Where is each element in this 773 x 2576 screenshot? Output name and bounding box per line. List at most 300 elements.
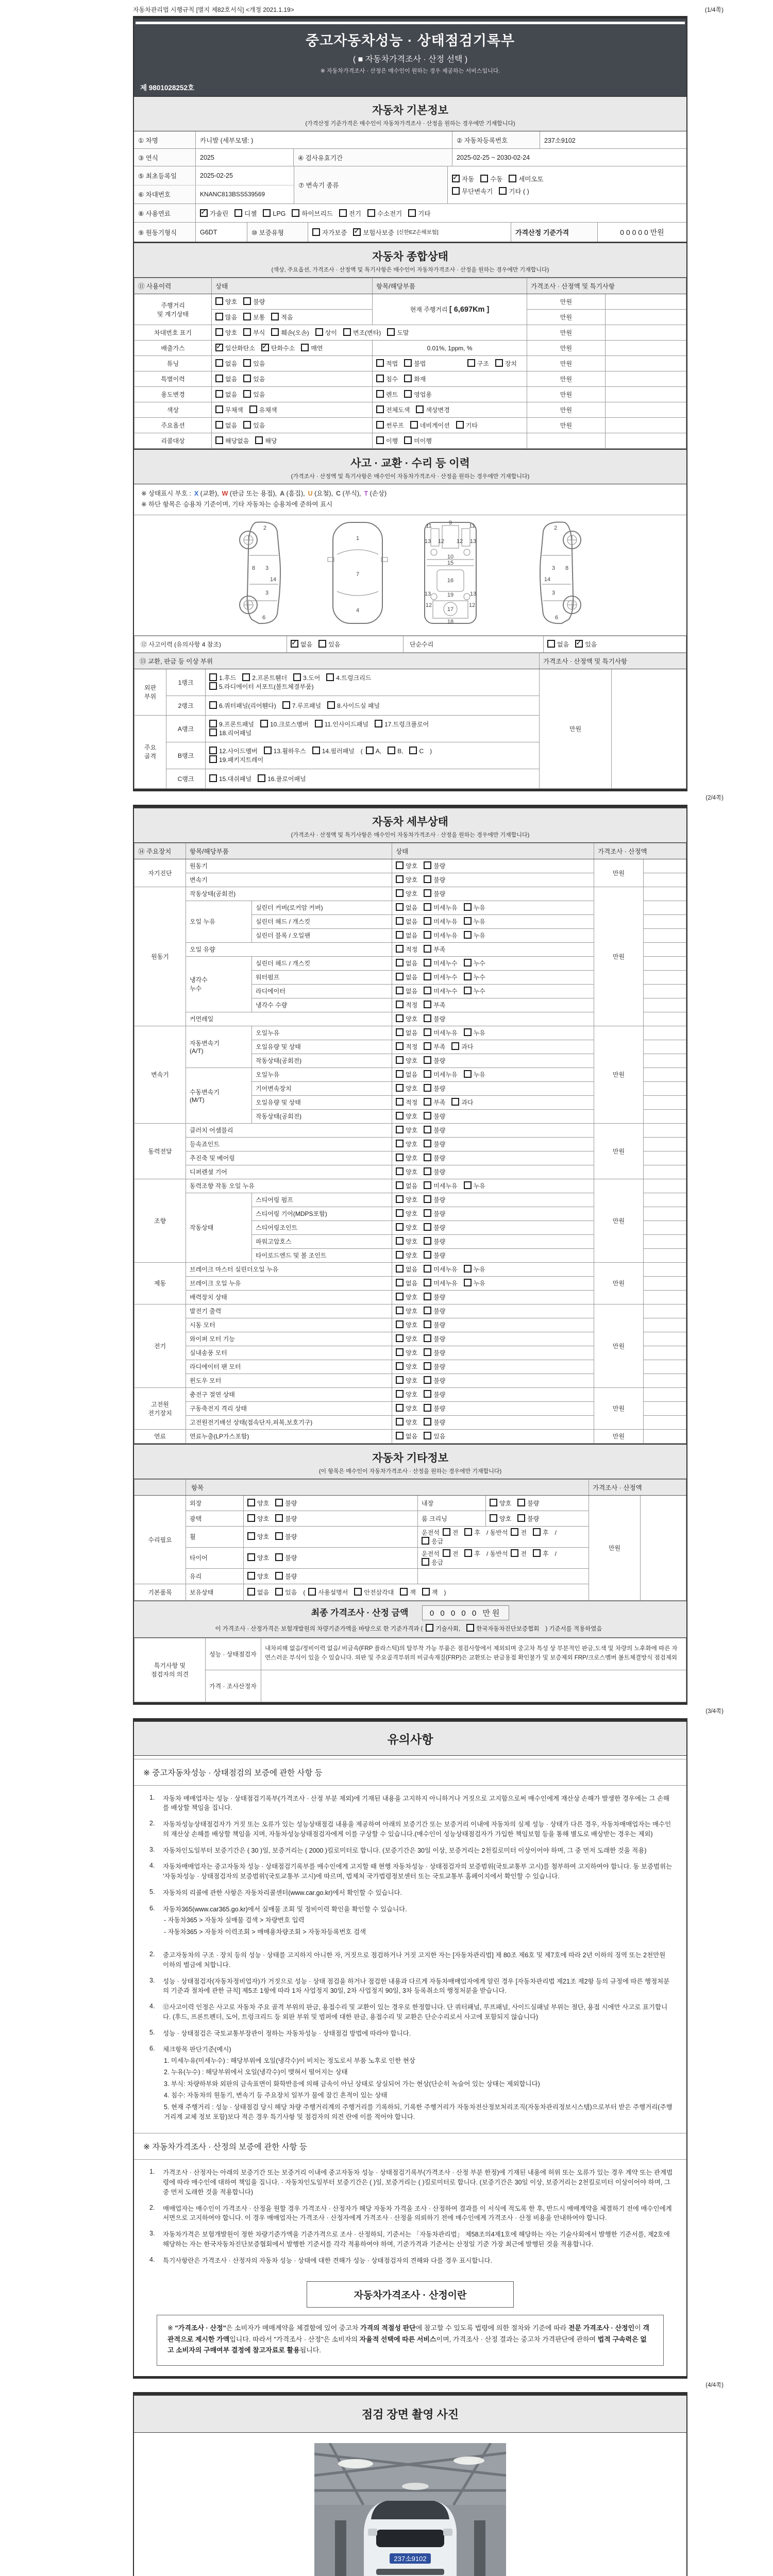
checkbox-option[interactable]: 사용설명서 [308,1588,348,1597]
checkbox-option[interactable]: B, [388,747,403,755]
checkbox-option[interactable]: 불량 [424,1126,445,1134]
svg-text:3: 3 [551,565,556,571]
checkbox-option[interactable]: 불량 [424,1223,445,1232]
checkbox-option[interactable]: 5.라디에이터 서포트(볼트체결부품) [209,682,314,691]
checkbox-option[interactable]: 7.루프패널 [282,701,321,710]
checkbox-option[interactable]: 누수 [464,973,485,981]
checkbox-option[interactable]: 전 [511,1528,527,1537]
checkbox-icon [499,187,507,195]
checkbox-option[interactable]: 기타 [408,209,430,218]
checkbox-option[interactable]: 19.패키지트레이 [209,755,263,764]
checkbox-option[interactable]: 불량 [424,1209,445,1218]
checkbox-option[interactable]: 기술사회, [426,1624,460,1633]
remarks-row [135,1670,686,1702]
checkbox-icon [467,359,475,367]
checkbox-option[interactable]: 매연 [301,344,323,352]
checkbox-option[interactable]: 불량 [275,1553,297,1562]
checkbox-option[interactable]: 양호 [396,889,417,898]
checkbox-option[interactable]: 불량 [424,1084,445,1093]
checkbox-option[interactable]: 불량 [424,1237,445,1246]
checkbox-option[interactable]: 불량 [424,1390,445,1399]
checkbox-option[interactable]: 기타 [456,421,478,430]
checkbox-option[interactable]: 불량 [243,297,265,306]
checkbox-option[interactable]: 전 [511,1549,527,1558]
checkbox-option[interactable]: 장치 [495,359,517,368]
checkbox-option[interactable]: 해당 [255,436,277,445]
checkbox-option[interactable]: ✓ 탄화수소 [261,344,295,352]
checkbox-icon [308,1588,316,1596]
car-damage-diagram [134,515,686,636]
checkbox-option[interactable]: 누유 [464,1028,485,1037]
checkbox-option[interactable]: 훼손(오손) [271,328,309,337]
checkbox-option[interactable]: 후 [464,1528,480,1537]
checkbox-option[interactable]: 잭 [400,1588,416,1597]
svg-text:17: 17 [447,606,454,613]
notice-body [134,1756,686,2282]
checkbox-option[interactable]: 8.사이드실 패널 [327,701,380,710]
checkbox-option[interactable]: 자가보증 [312,228,347,237]
checkbox-option[interactable]: 있음 [424,1432,445,1440]
photo-license-plate: 237소9102 [394,2554,427,2563]
etc-col-price: 가격조사 · 산정액 [589,1479,686,1495]
checkbox-icon [301,344,309,351]
checkbox-option[interactable]: 12.사이드멤버 [209,747,258,755]
checkbox-option[interactable]: 수소전기 [367,209,402,218]
checkbox-option[interactable]: 과다 [451,1098,473,1107]
checkbox-option[interactable]: 불량 [424,1376,445,1385]
checkbox-option[interactable]: 불량 [424,1112,445,1121]
checkbox-option[interactable]: 이행 [376,436,398,445]
checkbox-option[interactable]: 불법 [404,359,426,368]
checkbox-option[interactable]: 15.대쉬패널 [209,774,251,783]
checkbox-option[interactable]: 없음 [247,1588,269,1597]
checkbox-option[interactable]: 누수 [464,987,485,995]
checkbox-option[interactable]: 미이행 [404,436,432,445]
part-name: 작동상태(공회전) [186,887,392,901]
checkbox-option[interactable]: 적정 [396,1001,417,1009]
checkbox-icon [396,1001,404,1008]
state-options [392,1262,594,1276]
checkbox-option[interactable]: 부족 [424,1098,445,1107]
svg-text:12: 12 [425,602,432,608]
checkbox-option[interactable]: 없음 [396,1265,417,1274]
checkbox-option[interactable]: 6.쿼터패널(리어휀다) [209,701,276,710]
state-options [392,928,594,942]
checkbox-option[interactable]: 양호 [396,1014,417,1023]
checkbox-icon [396,1154,404,1161]
checkbox-option[interactable]: 해당없음 [215,436,249,445]
checkbox-option[interactable]: 양호 [396,1251,417,1260]
checkbox-option[interactable]: 불량 [424,1404,445,1413]
checkbox-option[interactable]: 불량 [424,1140,445,1148]
checkbox-option[interactable]: 안전삼각대 [354,1588,394,1597]
checkbox-option[interactable]: 변조(변타) [343,328,381,337]
notice-header [134,1721,686,1756]
part-name: 기어변속장치 [252,1081,392,1095]
simple-repair-options [544,636,686,652]
checkbox-icon [424,1112,431,1120]
part-name: 파워고압호스 [252,1234,392,1248]
checkbox-option[interactable]: 보통 [243,313,265,321]
checkbox-option[interactable]: 한국자동차진단보증협회 [466,1624,539,1633]
checkbox-option[interactable]: ✓ 일산화탄소 [215,344,255,352]
state-options [392,970,594,984]
checkbox-option[interactable]: 양호 [247,1553,269,1562]
checkbox-option[interactable]: 누수 [464,959,485,968]
checkbox-option[interactable]: 미세누유 [424,1265,457,1274]
checkbox-icon [396,931,404,939]
state-options [392,859,594,873]
checkbox-option[interactable]: ✓ 가솔린 [200,209,228,218]
checkbox-option[interactable]: 하이브리드 [292,209,332,218]
checkbox-option[interactable]: 양호 [396,1307,417,1315]
checkbox-option[interactable]: 있음 [275,1588,297,1597]
checkbox-icon [396,1265,404,1273]
svg-text:16: 16 [447,577,454,584]
checkbox-option[interactable]: LPG [263,209,285,217]
checkbox-option[interactable]: 불량 [424,1307,445,1315]
checkbox-option[interactable]: ✓자동 [452,174,474,183]
checkbox-option[interactable]: 없음 [215,359,237,368]
checkbox-option[interactable]: 없음 [396,1279,417,1287]
checkbox-option[interactable]: 양호 [396,1167,417,1176]
checkbox-option[interactable]: 잭 [422,1588,438,1597]
notice-block-heading: ※ 자동차가격조사 · 산정의 보증에 관한 사항 등 [134,2133,686,2160]
checkbox-option[interactable]: 불량 [517,1499,539,1507]
checkbox-icon [258,774,265,782]
checkbox-option[interactable]: 누유 [464,903,485,912]
checkbox-option[interactable]: 없음 [396,917,417,926]
device-group: 연료 [135,1429,186,1443]
checkbox-option[interactable]: ✓ 없음 [291,640,312,649]
checkbox-icon [424,861,431,869]
checkbox-option[interactable]: 누유 [464,1181,485,1190]
checkbox-option[interactable]: 부족 [424,945,445,954]
checkbox-option[interactable]: 없음 [396,1432,417,1440]
checkbox-option[interactable]: 무채색 [215,405,243,414]
segment-text: ( [360,748,363,755]
checkbox-option[interactable]: 없음 [396,973,417,981]
svg-text:2: 2 [263,524,267,531]
checkbox-option[interactable]: 미세누수 [424,987,457,995]
checkbox-option[interactable]: 양호 [396,1376,417,1385]
checkbox-option[interactable]: 있음 [243,421,265,430]
checkbox-option[interactable]: 누유 [464,1265,485,1274]
checkbox-option[interactable]: 없음 [215,390,237,399]
part-name: 오일유량 및 상태 [252,1040,392,1054]
checkbox-option[interactable]: 양호 [396,1334,417,1343]
checkbox-icon [247,1514,255,1522]
checkbox-icon [424,945,431,953]
checkbox-option[interactable]: 침수 [376,375,398,383]
wheel-positions [418,1526,589,1547]
checkbox-option[interactable]: 색상변경 [416,405,449,414]
checkbox-option[interactable]: 부식 [243,328,265,337]
accident-header [134,449,686,484]
checkbox-icon [456,421,464,429]
checkbox-option[interactable]: 없음 [215,375,237,383]
checkbox-option[interactable]: 미세누수 [424,959,457,968]
svg-text:12: 12 [456,538,463,545]
checkbox-option[interactable]: 미세누유 [424,1070,457,1079]
checkbox-option[interactable]: 양호 [396,1348,417,1357]
checkbox-option[interactable]: 불량 [424,1418,445,1427]
rank-label: A랭크 [166,715,206,742]
part-name: 와이퍼 모터 기능 [186,1332,392,1346]
checkbox-option[interactable]: 후 [533,1549,549,1558]
checkbox-option[interactable]: 양호 [396,1112,417,1121]
checkbox-option[interactable]: 양호 [396,1056,417,1065]
checkbox-icon [396,889,404,897]
checkbox-option[interactable]: 양호 [396,1154,417,1162]
checkbox-option[interactable]: 전 [443,1528,459,1537]
checkbox-option[interactable]: ✓ 보험사보증 [353,228,394,237]
checkbox-option[interactable]: 있음 [243,359,265,368]
checkbox-option[interactable]: 불량 [424,1251,445,1260]
checkbox-option[interactable]: 불량 [424,1195,445,1204]
checkbox-option[interactable]: 적정 [396,1042,417,1051]
device-group: 제동 [135,1262,186,1304]
checkbox-option[interactable]: 누유 [464,917,485,926]
state-options [392,1332,594,1346]
state-options [392,942,594,956]
rank-items [206,769,540,788]
checkbox-option[interactable]: 양호 [215,328,237,337]
checkbox-option[interactable]: 미세누유 [424,903,457,912]
checkbox-option[interactable]: 양호 [396,1362,417,1371]
part-name: 브레이크 마스터 실린더오일 누유 [186,1262,392,1276]
svg-text:19: 19 [447,591,454,598]
checkbox-option[interactable]: 불량 [517,1514,539,1523]
checkbox-option[interactable]: 부족 [424,1042,445,1051]
checkbox-option[interactable]: 미세누유 [424,1181,457,1190]
checkbox-option[interactable]: 있음 [318,640,340,649]
checkbox-icon [275,1514,283,1522]
state-options [392,1123,594,1137]
checkbox-icon [511,1528,518,1536]
checkbox-option[interactable]: 불량 [424,889,445,898]
checkbox-option[interactable]: 18.리어패널 [209,728,251,737]
checkbox-option[interactable]: 불량 [424,1056,445,1065]
checkbox-option[interactable]: 미세누수 [424,973,457,981]
notice-item: 1. 가격조사 · 산정자는 아래의 보증기간 또는 보증거리 이내에 중고자동차 성능 · 상태점검기록부(가격조사 · 산정 부분 한정)에 기재된 내용에 허위 또는 오류가 있는 경우 계약 또는 관계법령에 따라 매수인에 대하여 책임을 집니다. · 자동차인도일부터 보증기간은 ( )일, 보증거리는 ( )킬로미터로 합니다. (보증기간은 30일 이상, 보증거리는 2천킬로미터 이상이어야 하며, 그 중 먼저 도래한 것을 적용합니다) [149,2168,673,2196]
checkbox-option[interactable]: 유채색 [249,405,277,414]
checkbox-option[interactable]: 불량 [424,861,445,870]
svg-text:14: 14 [544,576,551,583]
checkbox-icon [312,747,320,754]
checkbox-option[interactable]: 16.플로어패널 [258,774,306,783]
checkbox-option[interactable]: 불량 [424,1167,445,1176]
checkbox-option[interactable]: 불량 [424,1348,445,1357]
checkbox-option[interactable]: 누유 [464,1279,485,1287]
panel-price-header: 가격조사 · 산정액 및 특기사항 [540,653,686,669]
state-options [392,1193,594,1207]
checkbox-option[interactable]: 누유 [464,931,485,940]
state-options [392,1137,594,1151]
checkbox-option[interactable]: 화재 [404,375,426,383]
checkbox-option[interactable]: 양호 [490,1499,511,1507]
checkbox-icon [275,1532,283,1540]
checkbox-icon [480,175,488,182]
checkbox-option[interactable]: 누유 [464,1070,485,1079]
checkbox-option[interactable]: 미세누유 [424,931,457,940]
current-mileage: 현재 주행거리 [ 6,697Km ] [373,294,527,325]
checkbox-option[interactable]: 많음 [215,313,237,321]
checkbox-option[interactable]: 없음 [396,1028,417,1037]
checkbox-option[interactable]: 불량 [275,1572,297,1581]
checkbox-option[interactable]: 영업용 [404,390,432,399]
checkbox-option[interactable]: 미세누유 [424,1279,457,1287]
checkbox-option[interactable]: 불량 [424,875,445,884]
checkbox-option[interactable]: 불량 [424,1014,445,1023]
checkbox-option[interactable]: 불량 [424,1334,445,1343]
checkbox-option[interactable]: 불량 [424,1293,445,1301]
checkbox-option[interactable]: 부족 [424,1001,445,1009]
checkbox-option[interactable]: 양호 [490,1514,511,1523]
notice-item: 5. 성능 · 상태점검은 국토교통부장관이 정하는 자동차성능 · 상태점검 방법에 따라야 합니다. [149,2028,411,2037]
checkbox-option[interactable]: 4.트렁크리드 [326,673,371,682]
checkbox-option[interactable]: 후 [464,1549,480,1558]
checkbox-option[interactable]: 디젤 [234,209,257,218]
checkbox-icon [396,1140,404,1147]
checkbox-icon [443,1549,450,1557]
checkbox-option[interactable]: 없음 [215,421,237,430]
checkbox-option[interactable]: C [409,747,424,755]
checkbox-option[interactable]: 기타 ( ) [499,187,529,196]
checkbox-icon [424,1293,431,1300]
checkbox-option[interactable]: 1.후드 [209,673,236,682]
checkbox-option[interactable]: 네비게이션 [410,421,450,430]
svg-text:13: 13 [424,538,431,545]
state-options [392,1429,594,1443]
checkbox-icon [422,1588,430,1596]
checkbox-option[interactable]: 전기 [339,209,361,218]
checkbox-option[interactable]: 11.인사이드패널 [315,720,368,728]
checkbox-option[interactable]: 없음 [396,931,417,940]
checkbox-option[interactable]: 불량 [424,1362,445,1371]
emission-values: 0.01%, 1ppm, % [373,341,527,356]
checkbox-option[interactable]: 적음 [271,313,293,321]
sub-group: 수동변속기 (M/T) [186,1067,252,1123]
checkbox-option[interactable]: 양호 [396,861,417,870]
checkbox-option[interactable]: 있음 [243,375,265,383]
checkbox-option[interactable]: 없음 [396,1070,417,1079]
checkbox-option[interactable]: 썬루프 [376,421,404,430]
checkbox-option[interactable]: 양호 [396,1126,417,1134]
checkbox-option[interactable]: 양호 [247,1514,269,1523]
checkbox-option[interactable]: 양호 [247,1499,269,1507]
form-reference: 자동차관리법 시행규칙 [별지 제82호서식] <개정 2021.1.19> [133,6,294,13]
checkbox-option[interactable]: 17.트렁크플로어 [375,720,429,728]
checkbox-icon [396,1418,404,1426]
checkbox-option[interactable]: 양호 [396,1293,417,1301]
checkbox-icon [396,1334,404,1342]
checkbox-option[interactable]: 양호 [396,1404,417,1413]
checkbox-option[interactable]: ✓ 있음 [575,640,597,649]
checkbox-option[interactable]: 3.도어 [293,673,320,682]
checkbox-option[interactable]: 양호 [247,1572,269,1581]
checkbox-option[interactable]: 없음 [396,903,417,912]
checkbox-option[interactable]: 없음 [396,987,417,995]
part-name: 작동상태(공회전) [252,1054,392,1067]
checkbox-icon [424,1307,431,1314]
checkbox-option[interactable]: 미세누유 [424,917,457,926]
checkbox-option[interactable]: 양호 [396,1140,417,1148]
checkbox-option[interactable]: 렌트 [376,390,398,399]
checkbox-option[interactable]: 14.필러패널 [312,747,355,755]
checkbox-option[interactable]: 양호 [396,1320,417,1329]
checkbox-option[interactable]: A, [366,747,381,755]
checkbox-option[interactable]: 2.프론트휀더 [242,673,287,682]
checkbox-option[interactable]: 응급 [422,1558,443,1567]
checkbox-icon [396,1320,404,1328]
notice-subitem: 2. 누유(누수) : 해당부위에서 오일(냉각수)이 맺혀서 떨어지는 상태 [164,2069,348,2076]
checkbox-option[interactable]: 있음 [243,390,265,399]
checkbox-option[interactable]: 양호 [247,1532,269,1541]
checkbox-option[interactable]: 전 [443,1549,459,1558]
checkbox-option[interactable]: 적정 [396,1098,417,1107]
checkbox-icon [312,228,320,236]
checkbox-option[interactable]: 불량 [275,1514,297,1523]
document-title: 중고자동차성능 · 상태점검기록부 [305,33,515,48]
checkbox-option[interactable]: 적정 [396,945,417,954]
checkbox-option[interactable]: 없음 [396,1181,417,1190]
checkbox-option[interactable]: 9.프론트패널 [209,720,254,728]
checkbox-option[interactable]: 불량 [424,1320,445,1329]
field-label: ⑤ 최초등록일 [134,166,196,185]
checkbox-option[interactable]: 세미오토 [509,174,543,183]
etc-item-label: 광택 [186,1511,244,1526]
checkbox-option[interactable]: 양호 [396,1223,417,1232]
field-value: 카니발 (세부모델: ) [196,131,452,148]
checkbox-option[interactable]: 구조 [467,359,489,368]
part-name: 실린더 커버(로커암 커버) [252,901,392,914]
checkbox-option[interactable]: 수동 [480,174,502,183]
checkbox-option[interactable]: 없음 [547,640,569,649]
part-name: 실린더 헤드 / 개스킷 [252,914,392,928]
checkbox-option[interactable]: 응급 [422,1537,443,1546]
checkbox-option[interactable]: 양호 [396,1209,417,1218]
checkbox-option[interactable]: 불량 [275,1532,297,1541]
checkbox-option[interactable]: 불량 [275,1499,297,1507]
checkbox-icon [291,640,298,648]
checkbox-icon [424,1404,431,1412]
checkbox-option[interactable]: 10.크로스멤버 [260,720,309,728]
checkbox-option[interactable]: 양호 [396,1390,417,1399]
state-options [392,1401,594,1415]
checkbox-option[interactable]: 전체도색 [376,405,410,414]
checkbox-option[interactable]: 없음 [396,959,417,968]
checkbox-option[interactable]: 양호 [396,1237,417,1246]
checkbox-option[interactable]: 양호 [215,297,237,306]
checkbox-option[interactable]: 양호 [396,875,417,884]
state-code-desc: (부식), [342,490,361,497]
checkbox-option[interactable]: 적법 [376,359,398,368]
checkbox-option[interactable]: 상이 [315,328,337,337]
checkbox-option[interactable]: 양호 [396,1084,417,1093]
checkbox-option[interactable]: 미세누유 [424,1028,457,1037]
checkbox-option[interactable]: 양호 [396,1195,417,1204]
checkbox-icon [243,359,251,367]
checkbox-option[interactable]: 양호 [396,1418,417,1427]
etc-row [135,1495,686,1511]
checkbox-option[interactable]: 과다 [451,1042,473,1051]
checkbox-option[interactable]: 13.휠하우스 [264,747,306,755]
checkbox-option[interactable]: 도말 [387,328,409,337]
checkbox-option[interactable]: 무단변속기 [452,187,493,196]
checkbox-option[interactable]: 후 [533,1528,549,1537]
checkbox-option[interactable]: 불량 [424,1154,445,1162]
